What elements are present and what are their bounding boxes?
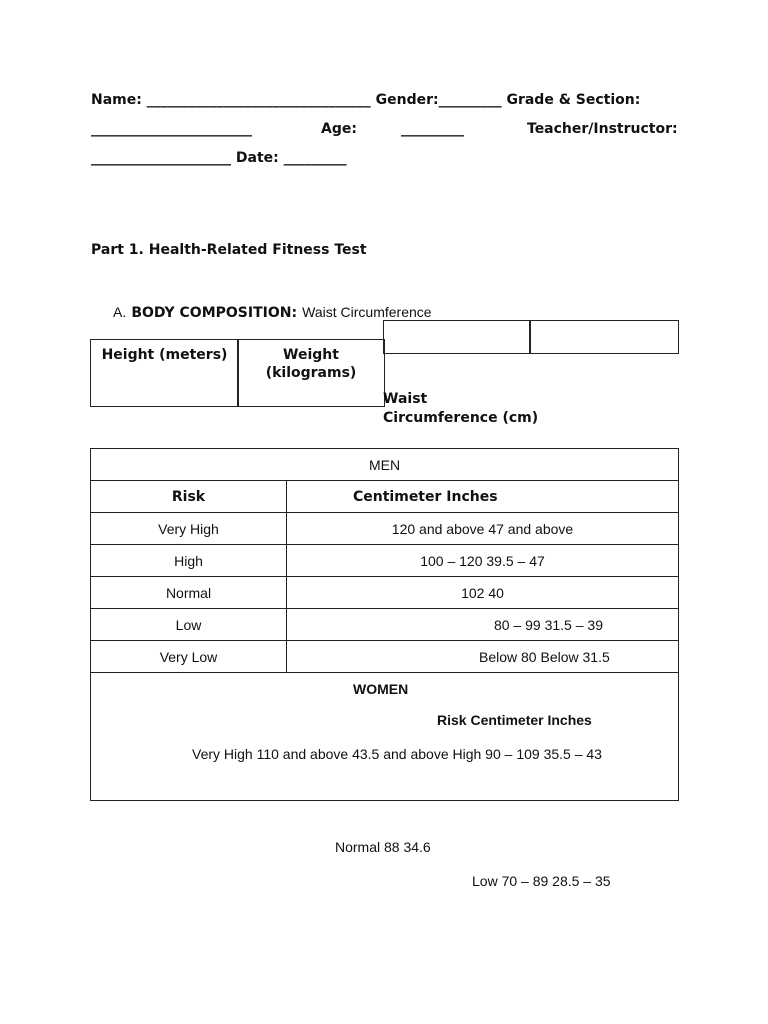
weight-header-cell bbox=[237, 339, 385, 407]
women-row-text: Very High 110 and above 43.5 and above High 90 – 109 35.5 – 43 bbox=[192, 746, 602, 762]
section-a-prefix: A. bbox=[113, 304, 127, 320]
body-composition-label: BODY COMPOSITION: bbox=[131, 305, 298, 321]
age-field-line[interactable]: _________ bbox=[401, 121, 464, 137]
value-cell bbox=[287, 641, 679, 673]
age-label: Age: bbox=[321, 121, 357, 137]
table-row bbox=[91, 609, 679, 641]
men-risk-table bbox=[90, 448, 679, 801]
column-header-measure-text: Centimeter Inches bbox=[353, 488, 498, 505]
gender-field-line[interactable]: _________ bbox=[438, 92, 502, 108]
height-header-cell bbox=[90, 339, 239, 407]
column-header-measure bbox=[287, 481, 679, 513]
date-label: Date: bbox=[235, 150, 279, 166]
table-row bbox=[91, 641, 679, 673]
header-line-1 bbox=[91, 92, 640, 108]
women-header: Risk Centimeter Inches bbox=[437, 712, 592, 728]
weight-label-line2: (kilograms) bbox=[265, 365, 357, 381]
section-a-heading bbox=[113, 302, 432, 321]
weight-label-line1: Weight bbox=[283, 347, 339, 363]
risk-cell: Normal bbox=[91, 577, 287, 609]
waist-input-cell-1[interactable] bbox=[383, 320, 531, 354]
value-text: 80 – 99 31.5 – 39 bbox=[494, 616, 603, 633]
value-text: Below 80 Below 31.5 bbox=[479, 648, 610, 665]
table-row bbox=[91, 577, 679, 609]
value-cell bbox=[287, 609, 679, 641]
risk-cell: Very Low bbox=[91, 641, 287, 673]
women-title: WOMEN bbox=[353, 681, 409, 697]
waist-label-line2: Circumference (cm) bbox=[383, 410, 539, 426]
waist-circumference-label: Waist Circumference bbox=[302, 304, 432, 320]
grade-section-label: Grade & Section: bbox=[506, 92, 641, 108]
name-label: Name: bbox=[91, 92, 142, 108]
value-cell: 102 40 bbox=[287, 577, 679, 609]
women-section-cell bbox=[91, 673, 679, 801]
women-normal-row: Normal 88 34.6 bbox=[335, 839, 431, 855]
date-field-line[interactable]: _________ bbox=[283, 150, 347, 166]
value-cell: 100 – 120 39.5 – 47 bbox=[287, 545, 679, 577]
part1-title: Part 1. Health-Related Fitness Test bbox=[91, 242, 367, 258]
waist-label-line1: Waist bbox=[383, 391, 428, 407]
header-line-3 bbox=[91, 150, 347, 166]
height-label: Height (meters) bbox=[101, 347, 228, 363]
waist-input-cell-2[interactable] bbox=[529, 320, 679, 354]
risk-cell: High bbox=[91, 545, 287, 577]
teacher-label: Teacher/Instructor: bbox=[527, 121, 678, 137]
table-row bbox=[91, 545, 679, 577]
teacher-field-line[interactable]: ____________________ bbox=[91, 150, 231, 166]
risk-cell: Low bbox=[91, 609, 287, 641]
value-cell: 120 and above 47 and above bbox=[287, 513, 679, 545]
grade-field-line[interactable]: _______________________ bbox=[91, 121, 252, 137]
gender-label: Gender: bbox=[375, 92, 439, 108]
table-row bbox=[91, 513, 679, 545]
column-header-risk: Risk bbox=[91, 481, 287, 513]
women-low-row: Low 70 – 89 28.5 – 35 bbox=[472, 873, 611, 889]
men-title: MEN bbox=[91, 449, 679, 481]
name-field-line[interactable]: ________________________________ bbox=[146, 92, 371, 108]
risk-cell: Very High bbox=[91, 513, 287, 545]
